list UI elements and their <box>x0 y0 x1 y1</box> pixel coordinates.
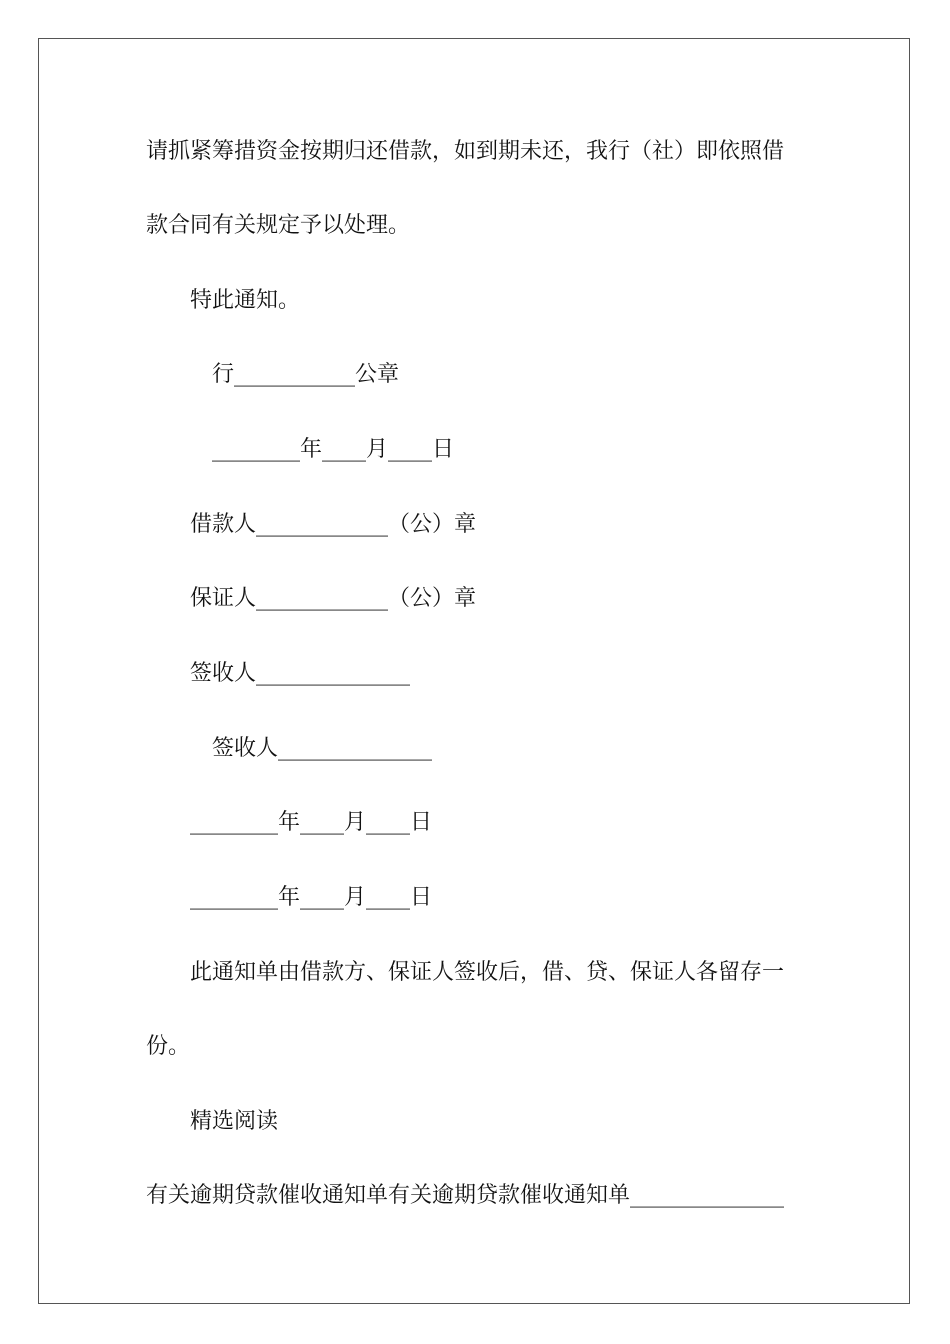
further-reading-heading: 精选阅读 <box>190 1109 279 1134</box>
paragraph-line: 请抓紧筹措资金按期归还借款，如到期未还，我行（社）即依照借 <box>146 139 785 164</box>
bank-seal-line: 行___________公章 <box>212 362 400 387</box>
bank-date-line: ________年____月____日 <box>212 437 455 462</box>
guarantor-seal-line: 保证人____________（公）章 <box>190 586 477 611</box>
borrower-seal-line: 借款人____________（公）章 <box>190 512 477 537</box>
notice-closing: 特此通知。 <box>190 288 301 313</box>
date-line: ________年____月____日 <box>190 810 433 835</box>
date-line: ________年____月____日 <box>190 885 433 910</box>
note-line: 份。 <box>146 1034 191 1059</box>
receiver-line: 签收人______________ <box>190 661 411 686</box>
paragraph-line: 款合同有关规定予以处理。 <box>146 213 411 238</box>
note-line: 此通知单由借款方、保证人签收后，借、贷、保证人各留存一 <box>190 960 785 985</box>
further-reading-line: 有关逾期贷款催收通知单有关逾期贷款催收通知单______________ <box>146 1183 785 1208</box>
receiver-line: 签收人______________ <box>212 736 433 761</box>
